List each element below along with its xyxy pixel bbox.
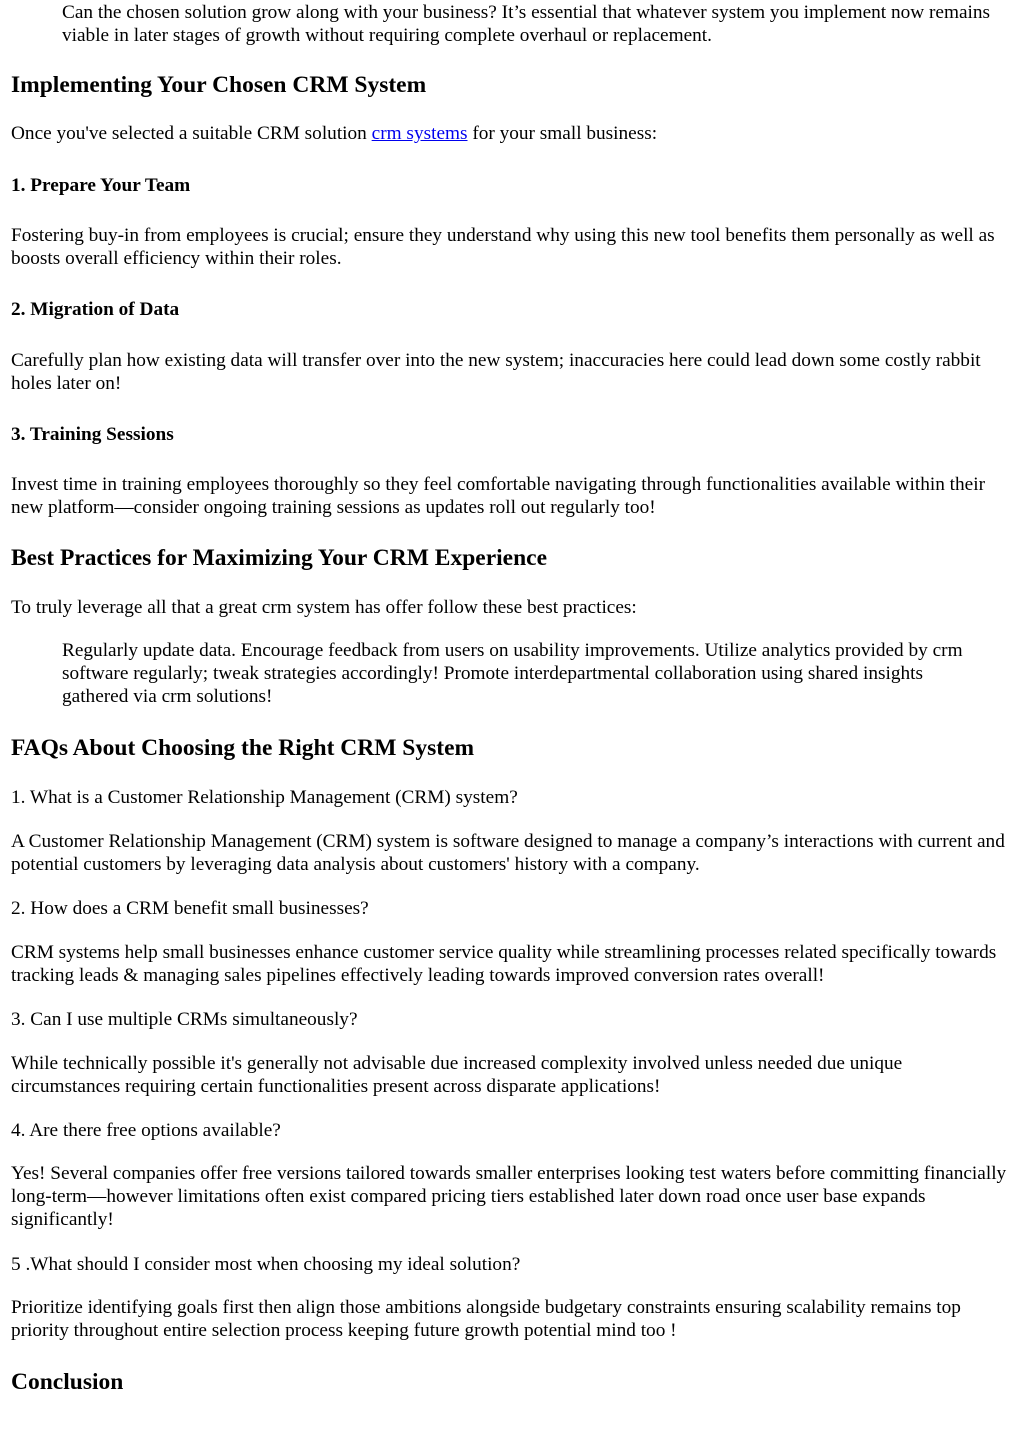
- faq-answer: A Customer Relationship Management (CRM) system is software designed to manage a company’s interactions with current and potential customers by leveraging data analysis about customers' history with a company.: [11, 831, 1005, 875]
- step-title-prepare-team: 1. Prepare Your Team: [11, 175, 191, 196]
- faq-answer: Prioritize identifying goals first then align those ambitions alongside budgetary constraints ensuring scalability remains top priority throughout entire selection process keeping future growth potential mind too !: [11, 1297, 961, 1341]
- step-title-migration: 2. Migration of Data: [11, 299, 180, 320]
- implementing-heading: Implementing Your Chosen CRM System: [11, 72, 427, 98]
- crm-systems-link[interactable]: crm systems: [371, 123, 468, 144]
- step-text-training: Invest time in training employees thoroughly so they feel comfortable navigating through functionalities available within their new platform—consider ongoing training sessions as updates roll out regularly too!: [11, 474, 985, 518]
- implementing-intro-before: Once you've selected a suitable CRM solution: [11, 123, 372, 144]
- step-text-migration: Carefully plan how existing data will transfer over into the new system; inaccuracies here could lead down some costly rabbit holes later on!: [11, 350, 981, 394]
- best-practices-quote: Regularly update data. Encourage feedback from users on usability improvements. Utilize analytics provided by crm software regularly; tweak strategies accordingly! Promote interdepartmental collaboration using shared insights gathered via crm solutions!: [62, 640, 963, 707]
- faq-question: 4. Are there free options available?: [11, 1120, 281, 1141]
- faq-answer: While technically possible it's generally not advisable due increased complexity involved unless needed due unique circumstances requiring certain functionalities present across disparate applications!: [11, 1053, 903, 1097]
- implementing-intro-after: for your small business:: [467, 123, 658, 144]
- best-practices-intro: To truly leverage all that a great crm system has offer follow these best practices:: [11, 597, 637, 618]
- faq-answer: CRM systems help small businesses enhance customer service quality while streamlining processes related specifically towards tracking leads & managing sales pipelines effectively leading towards improved conversion rates overall!: [11, 942, 997, 986]
- step-title-training: 3. Training Sessions: [11, 424, 174, 445]
- step-text-prepare-team: Fostering buy-in from employees is crucial; ensure they understand why using this new tool benefits them personally as well as boosts overall efficiency within their roles.: [11, 225, 995, 269]
- faq-question: 5 .What should I consider most when choosing my ideal solution?: [11, 1254, 521, 1275]
- faqs-heading: FAQs About Choosing the Right CRM System: [11, 735, 475, 761]
- faq-answer: Yes! Several companies offer free versions tailored towards smaller enterprises looking test waters before committing financially long-term—however limitations often exist compared pricing tiers established later down road once user base expands significantly!: [11, 1163, 1007, 1230]
- best-practices-heading: Best Practices for Maximizing Your CRM Experience: [11, 545, 548, 571]
- scalability-quote: Can the chosen solution grow along with your business? It’s essential that whatever system you implement now remains viable in later stages of growth without requiring complete overhaul or replacement.: [62, 2, 991, 46]
- implementing-intro: [11, 122, 1016, 145]
- faq-question: 1. What is a Customer Relationship Management (CRM) system?: [11, 787, 518, 808]
- faq-question: 3. Can I use multiple CRMs simultaneously?: [11, 1009, 358, 1030]
- faq-question: 2. How does a CRM benefit small businesses?: [11, 898, 369, 919]
- conclusion-heading: Conclusion: [11, 1369, 124, 1395]
